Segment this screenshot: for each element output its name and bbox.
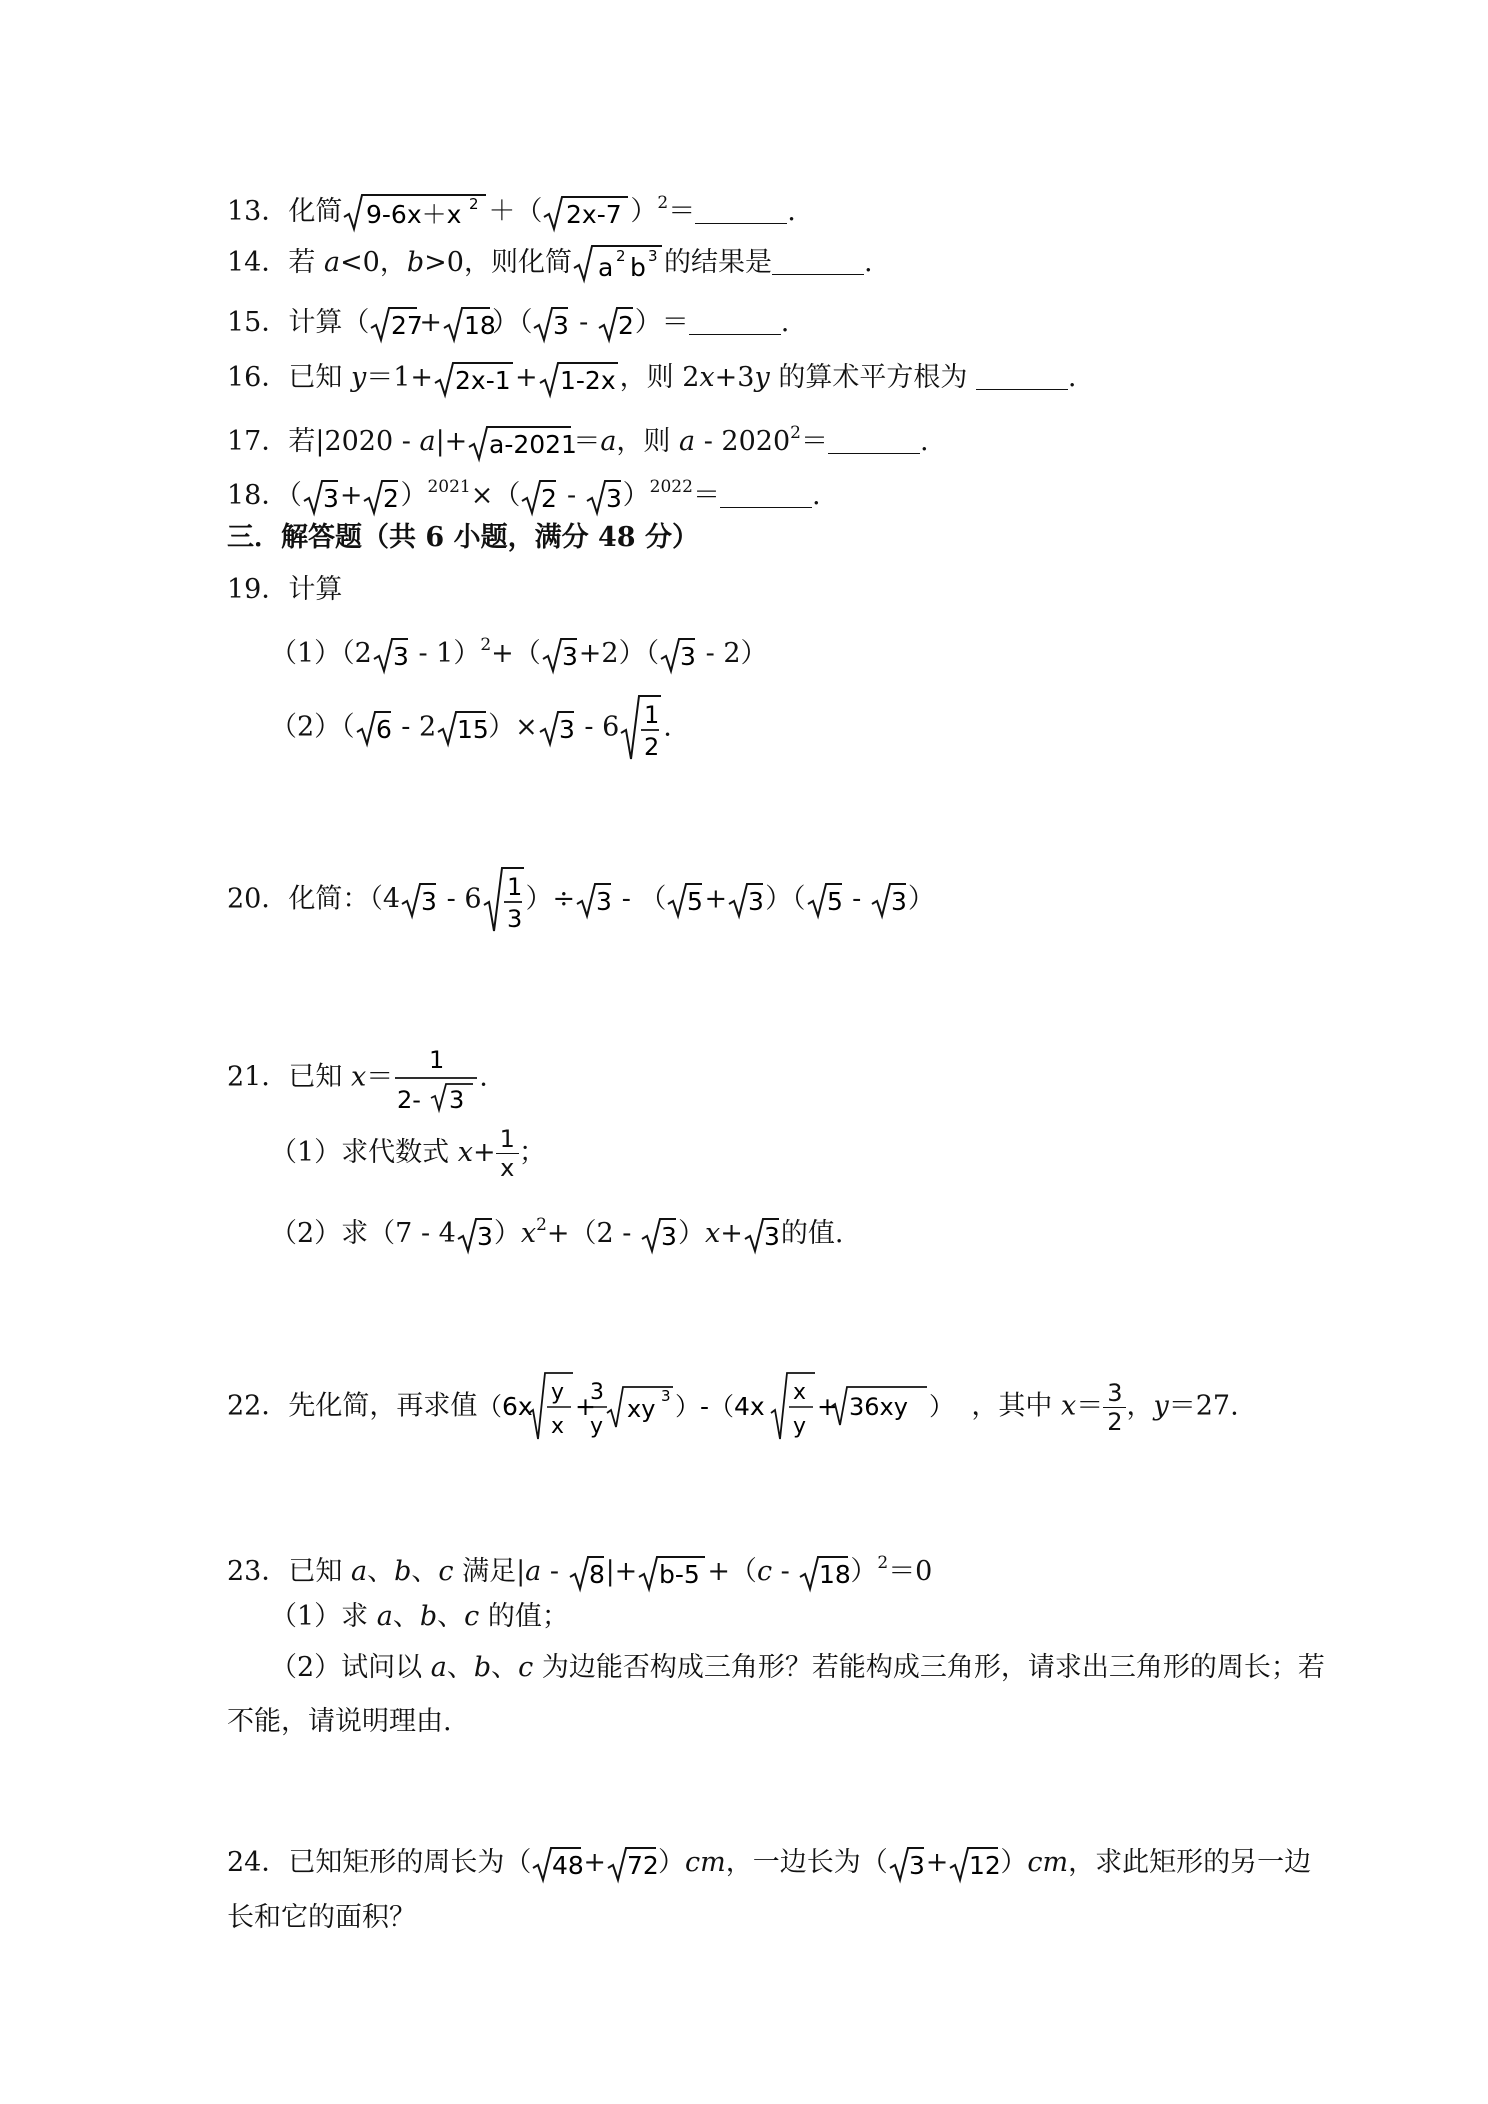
variable: c — [756, 1556, 773, 1587]
sqrt-expression — [538, 708, 576, 748]
question-20 — [227, 865, 935, 935]
answer-blank[interactable] — [828, 427, 920, 454]
radicand: 6 — [375, 715, 392, 744]
operator: + — [720, 1218, 743, 1249]
question-text: 的结果是 — [663, 247, 772, 278]
answer-blank[interactable] — [695, 197, 787, 224]
sqrt-expression — [572, 244, 664, 284]
sqrt-expression — [870, 880, 908, 920]
radicand: a-2021 — [489, 429, 578, 459]
operator: - — [843, 883, 870, 915]
period: . — [863, 247, 873, 278]
punctuation: 、 — [491, 1652, 519, 1683]
radicand: 3 — [908, 1850, 925, 1880]
question-text: ，一边长为（ — [725, 1847, 888, 1878]
sqrt-expression — [659, 635, 697, 675]
variable: c — [518, 1652, 534, 1683]
exponent: 2 — [657, 193, 669, 213]
operator: + — [575, 1392, 597, 1421]
denominator: 2- — [397, 1086, 422, 1114]
denominator: 2 — [1103, 1407, 1126, 1436]
radicand: 3 — [553, 310, 570, 340]
sqrt-expression — [369, 304, 424, 344]
sqrt-expression — [538, 359, 620, 399]
sqrt-fraction — [619, 693, 663, 763]
part-label: （2）试问以 — [270, 1652, 431, 1683]
variable: x — [520, 1218, 537, 1249]
variable: a — [350, 1556, 368, 1587]
operator: + — [583, 1847, 606, 1878]
sqrt-expression — [743, 1215, 781, 1255]
period: . — [787, 196, 796, 227]
period: . — [479, 1061, 488, 1093]
period: . — [1067, 362, 1077, 393]
sqrt-expression — [640, 1215, 678, 1255]
variable: a — [430, 1652, 447, 1683]
question-text: 若 — [288, 247, 324, 278]
operator: - 2） — [697, 638, 768, 669]
radicand: 3 — [890, 887, 907, 916]
sqrt-expression — [442, 304, 496, 344]
question-text: 若|2020 - — [288, 426, 420, 457]
question-text: 已知 — [288, 362, 351, 393]
question-text: 的算术平方根为 — [769, 362, 976, 393]
variable: a — [600, 426, 617, 457]
question-21-part-2 — [270, 1205, 843, 1255]
question-text: 化简 — [288, 196, 343, 227]
denominator: 3 — [506, 905, 522, 933]
radicand: a — [597, 252, 614, 282]
radicand: 3 — [748, 887, 764, 916]
operator: ）× — [488, 711, 538, 743]
question-16 — [227, 358, 1077, 399]
operator: ） — [630, 196, 658, 227]
question-number: 22． — [227, 1390, 289, 1422]
operator: ）（ — [491, 307, 533, 338]
numerator: y — [551, 1380, 565, 1405]
exponent: 2022 — [649, 477, 693, 497]
question-text: +3 — [714, 362, 755, 393]
question-number: 20． — [227, 883, 289, 915]
question-number: 21． — [227, 1061, 289, 1093]
part-label: （1）求 — [270, 1601, 377, 1632]
variable: x — [350, 1061, 367, 1093]
question-text: 的值. — [780, 1218, 844, 1249]
variable: x — [1060, 1390, 1077, 1422]
question-text: <0， — [340, 247, 407, 278]
variable: b — [473, 1652, 492, 1683]
punctuation: 、 — [411, 1556, 439, 1587]
question-number: 19． — [227, 574, 289, 605]
exponent: 2 — [615, 246, 626, 265]
radicand: 2 — [617, 310, 634, 340]
punctuation: 、 — [392, 1601, 420, 1632]
variable: b — [419, 1601, 438, 1632]
numerator: 1 — [644, 701, 660, 729]
operator: ） — [657, 1847, 685, 1878]
variable: b — [394, 1556, 412, 1587]
sqrt-expression — [575, 880, 613, 920]
section-heading: 三．解答题（共 6 小题，满分 48 分） — [227, 522, 699, 553]
question-text: >0，则化简 — [424, 247, 572, 278]
question-19-part-2 — [270, 693, 672, 763]
part-label: （2）（ — [270, 711, 355, 743]
radicand: 48 — [552, 1850, 585, 1880]
radicand: 5 — [687, 887, 704, 916]
denominator: x — [496, 1153, 519, 1182]
radicand: 3 — [449, 1086, 465, 1114]
expression-part: ）-（4x — [675, 1392, 766, 1421]
radicand: 3 — [605, 483, 622, 513]
operator: +2）（ — [578, 638, 660, 669]
operator: ）（ — [765, 883, 806, 915]
question-text: - 2020 — [695, 426, 791, 457]
radicand: 36xy — [849, 1393, 909, 1421]
radicand: 18 — [819, 1559, 852, 1589]
operator: ） — [622, 480, 650, 511]
radicand: 3 — [476, 1221, 493, 1251]
denominator: 2 — [644, 733, 660, 761]
operator: ＋（ — [488, 196, 543, 227]
numerator: 1 — [499, 1125, 515, 1153]
sqrt-expression — [302, 477, 340, 517]
sqrt-expression — [806, 880, 844, 920]
unit: cm — [684, 1847, 726, 1878]
operator: - — [541, 1556, 568, 1587]
variable: y — [350, 362, 367, 393]
radicand: 2x-7 — [566, 199, 622, 229]
fraction — [496, 1125, 519, 1182]
sqrt-expression — [666, 880, 704, 920]
equals: ＝ — [800, 426, 828, 457]
variable: a — [679, 426, 696, 457]
question-text: ＝0 — [888, 1556, 933, 1587]
question-23 — [227, 1543, 932, 1593]
operator: ） — [850, 1556, 878, 1587]
question-23-part-1 — [270, 1597, 569, 1637]
equals: ）＝ — [634, 307, 689, 338]
question-number: 15． — [227, 307, 289, 338]
operator: + — [473, 1137, 496, 1168]
exponent: 2 — [469, 194, 479, 213]
answer-blank[interactable] — [772, 248, 864, 275]
radicand: 9-6x＋x — [366, 199, 462, 229]
operator: （ — [288, 480, 302, 511]
period: . — [663, 711, 672, 743]
sqrt-expression — [436, 708, 488, 748]
expression-part: （6x — [477, 1392, 534, 1421]
variable: x — [457, 1137, 473, 1168]
sqrt-expression — [542, 193, 630, 233]
numerator: 1 — [506, 873, 522, 901]
operator: +（ — [707, 1556, 757, 1587]
question-22 — [227, 1367, 1239, 1447]
fraction — [1103, 1379, 1126, 1436]
variable: c — [464, 1601, 480, 1632]
sqrt-expression — [606, 1844, 658, 1884]
sqrt-expression — [727, 880, 765, 920]
variable: y — [1153, 1390, 1169, 1422]
operator: + — [339, 480, 363, 511]
sqrt-expression — [400, 880, 438, 920]
question-text: ，则 2 — [619, 362, 700, 393]
radicand: 3 — [322, 483, 339, 513]
radicand: xy — [627, 1395, 656, 1423]
operator: - 2 — [392, 711, 437, 743]
radicand: 12 — [969, 1850, 1002, 1880]
question-number: 14． — [227, 247, 289, 278]
radicand: 3 — [561, 641, 578, 671]
part-label: （2）求（7 - 4 — [270, 1218, 456, 1249]
sqrt-expression — [520, 477, 558, 517]
question-number: 16． — [227, 362, 289, 393]
radicand: 3 — [680, 641, 696, 671]
question-text: 为边能否构成三角形？若能构成三角形，请求出三角形的周长；若 — [533, 1652, 1325, 1683]
question-text: ，其中 — [971, 1390, 1061, 1422]
question-24 — [227, 1843, 1311, 1884]
radicand: 3 — [660, 1221, 677, 1251]
numerator: 1 — [429, 1046, 445, 1074]
denominator: y — [793, 1414, 807, 1439]
operator: ）÷ — [525, 883, 576, 915]
radicand: 1-2x — [559, 365, 616, 395]
radicand: 5 — [826, 887, 843, 916]
sqrt-expression — [597, 304, 635, 344]
question-text: ＝27. — [1168, 1390, 1239, 1422]
question-text: 已知矩形的周长为（ — [288, 1847, 532, 1878]
operator: - — [558, 480, 585, 511]
equals: ＝ — [692, 480, 720, 511]
question-19-part-1 — [270, 625, 768, 675]
answer-blank[interactable] — [689, 308, 781, 335]
radicand: 8 — [588, 1559, 605, 1589]
operator: - 6 — [438, 883, 482, 915]
question-13 — [227, 183, 796, 233]
exponent: 2 — [480, 635, 492, 655]
variable: a — [419, 426, 436, 457]
operator: + — [817, 1392, 839, 1421]
operator: ） — [907, 883, 935, 915]
variable: b — [406, 247, 425, 278]
sqrt-expression — [541, 635, 579, 675]
variable: x — [699, 362, 715, 393]
variable: a — [376, 1601, 393, 1632]
question-number: 23． — [227, 1556, 289, 1587]
numerator: x — [793, 1380, 807, 1405]
variable: a — [323, 247, 341, 278]
period: . — [811, 480, 821, 511]
equals: ＝ — [668, 196, 696, 227]
exponent: 2 — [536, 1215, 547, 1235]
question-19 — [227, 570, 342, 610]
answer-blank[interactable] — [976, 363, 1068, 390]
operator: + — [419, 307, 442, 338]
question-text: 的值； — [479, 1601, 569, 1632]
answer-blank[interactable] — [720, 481, 812, 508]
radicand: 72 — [626, 1850, 659, 1880]
sqrt-expression — [585, 477, 623, 517]
variable: c — [438, 1556, 454, 1587]
question-text: |+ — [435, 426, 468, 457]
radicand: 3 — [596, 887, 613, 916]
sqrt-expression — [888, 1844, 926, 1884]
question-23-part-2-cont: 不能，请说明理由. — [227, 1706, 452, 1737]
radicand: 2x-1 — [455, 365, 511, 395]
question-number: 18． — [227, 480, 289, 511]
operator: ） — [493, 1218, 521, 1249]
sqrt-expression — [531, 1844, 583, 1884]
operator: ） — [1000, 1847, 1028, 1878]
sqrt-expression — [342, 193, 488, 233]
radicand: b — [629, 252, 646, 282]
part-label: （1）求代数式 — [270, 1137, 458, 1168]
question-text: 先化简，再求值 — [288, 1390, 478, 1422]
radicand: 3 — [763, 1221, 780, 1251]
period: . — [780, 307, 790, 338]
question-14 — [227, 243, 873, 284]
radicand: 2 — [383, 483, 400, 513]
question-24-cont: 长和它的面积？ — [227, 1902, 416, 1933]
sqrt-expression — [362, 477, 400, 517]
operator: - （ — [613, 883, 667, 915]
exponent: 2 — [790, 423, 801, 443]
radicand: 3 — [392, 641, 409, 671]
exponent: 2 — [877, 1553, 889, 1573]
sqrt-expression — [948, 1844, 1000, 1884]
operator: + — [704, 883, 728, 915]
part-label: （1）（2 — [270, 638, 372, 669]
question-23-part-2 — [270, 1648, 1325, 1688]
exponent: 3 — [661, 1387, 671, 1405]
question-text: ，则 — [616, 426, 680, 457]
exponent: 3 — [647, 246, 658, 265]
sqrt-expression — [467, 423, 578, 463]
radicand: 18 — [463, 310, 496, 340]
question-15 — [227, 303, 789, 344]
operator: - — [772, 1556, 799, 1587]
sqrt-expression — [568, 1553, 606, 1593]
denominator: x — [551, 1414, 565, 1439]
operator: - — [570, 307, 597, 338]
punctuation: ， — [1126, 1390, 1154, 1422]
variable: a — [525, 1556, 542, 1587]
equals: ＝ — [573, 426, 601, 457]
sqrt-fraction — [482, 865, 526, 935]
numerator: 3 — [1107, 1378, 1123, 1407]
radicand: b-5 — [659, 1559, 701, 1589]
numerator: 3 — [590, 1380, 605, 1405]
sqrt-expression — [637, 1553, 707, 1593]
question-17 — [227, 413, 929, 463]
equals: ＝ — [366, 1061, 394, 1093]
sqrt-expression — [456, 1215, 494, 1255]
sqrt-expression — [433, 359, 515, 399]
equals: ＝ — [1076, 1390, 1104, 1422]
sqrt-expression — [372, 635, 410, 675]
expression-part: ） — [929, 1392, 955, 1421]
radicand: 3 — [421, 887, 437, 916]
exponent: 2021 — [427, 477, 471, 497]
question-text: 满足| — [453, 1556, 526, 1587]
unit: cm — [1027, 1847, 1069, 1878]
fraction — [393, 1040, 479, 1116]
punctuation: 、 — [437, 1601, 465, 1632]
sqrt-expression — [355, 708, 393, 748]
sqrt-expression — [532, 304, 570, 344]
operator: ×（ — [470, 480, 521, 511]
question-text: ＝1+ — [366, 362, 434, 393]
question-text: 计算 — [288, 574, 343, 605]
question-text: 已知 — [288, 1061, 351, 1093]
variable: x — [704, 1218, 721, 1249]
radicand: 27 — [391, 310, 424, 340]
question-number: 13． — [227, 196, 289, 227]
period: . — [919, 426, 929, 457]
operator: + — [925, 1847, 949, 1878]
radicand: 3 — [558, 715, 575, 744]
question-21 — [227, 1040, 488, 1116]
punctuation: 、 — [446, 1652, 474, 1683]
punctuation: 、 — [367, 1556, 395, 1587]
question-21-part-1 — [270, 1125, 546, 1182]
expression-image — [477, 1367, 971, 1447]
operator: - 1） — [409, 638, 481, 669]
radicand: 15 — [457, 715, 489, 744]
question-18 — [227, 467, 821, 517]
operator: + — [515, 362, 538, 393]
question-text: 计算（ — [288, 307, 370, 338]
operator: - 6 — [575, 711, 620, 743]
operator: +（ — [491, 638, 541, 669]
operator: |+ — [605, 1556, 638, 1587]
operator: ） — [677, 1218, 705, 1249]
operator: +（2 - — [546, 1218, 640, 1249]
operator: ） — [400, 480, 428, 511]
variable: y — [754, 362, 770, 393]
question-text: 已知 — [288, 1556, 351, 1587]
question-number: 17． — [227, 426, 289, 457]
punctuation: ； — [518, 1137, 546, 1168]
question-number: 24． — [227, 1847, 289, 1878]
denominator: y — [590, 1414, 604, 1439]
question-text: 化简：（4 — [288, 883, 401, 915]
sqrt-expression — [798, 1553, 850, 1593]
radicand: 2 — [541, 483, 558, 513]
question-text: ，求此矩形的另一边 — [1068, 1847, 1312, 1878]
